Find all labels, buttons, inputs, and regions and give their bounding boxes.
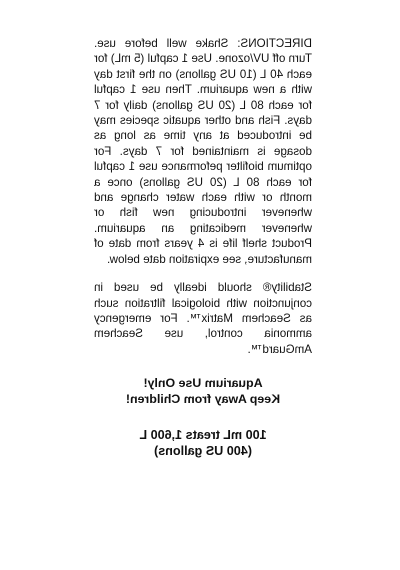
aquarium-use-notice: Aquarium Use Only! bbox=[143, 376, 263, 391]
product-label-text bbox=[94, 36, 312, 459]
children-warning: Keep Away from Children! bbox=[125, 392, 281, 407]
stability-note-paragraph: Stability® should ideally be used in conjunction with biological filtration such as Seachem Matrix™. For emergency ammonia control, use Seachem AmGuard™. bbox=[94, 281, 312, 356]
directions-paragraph: DIRECTIONS: Shake well before use. Turn off UV/ozone. Use 1 capful (5 mL) for each 40 L (10 US gallons) on the first day with a new aquarium. Then use 1 capful for each 80 L (20 US gallons) daily for 7 days. Fish and other aquatic species may be introduced at any time as long as dosage is maintained for 7 days. For optimum biofilter peformance use 1 capful for each 80 L (20 US gallons) once a month or with each water change and whenever introducing new fish or whenever medicating an aquarium. Product shelf life is 4 years from date of manufacture, see expiration date below. bbox=[94, 37, 312, 266]
warning-block bbox=[94, 375, 312, 407]
treatment-capacity bbox=[94, 427, 312, 459]
treats-gallons: (400 US gallons) bbox=[154, 444, 252, 459]
treats-liters: 100 mL treats 1,600 L bbox=[139, 428, 267, 443]
